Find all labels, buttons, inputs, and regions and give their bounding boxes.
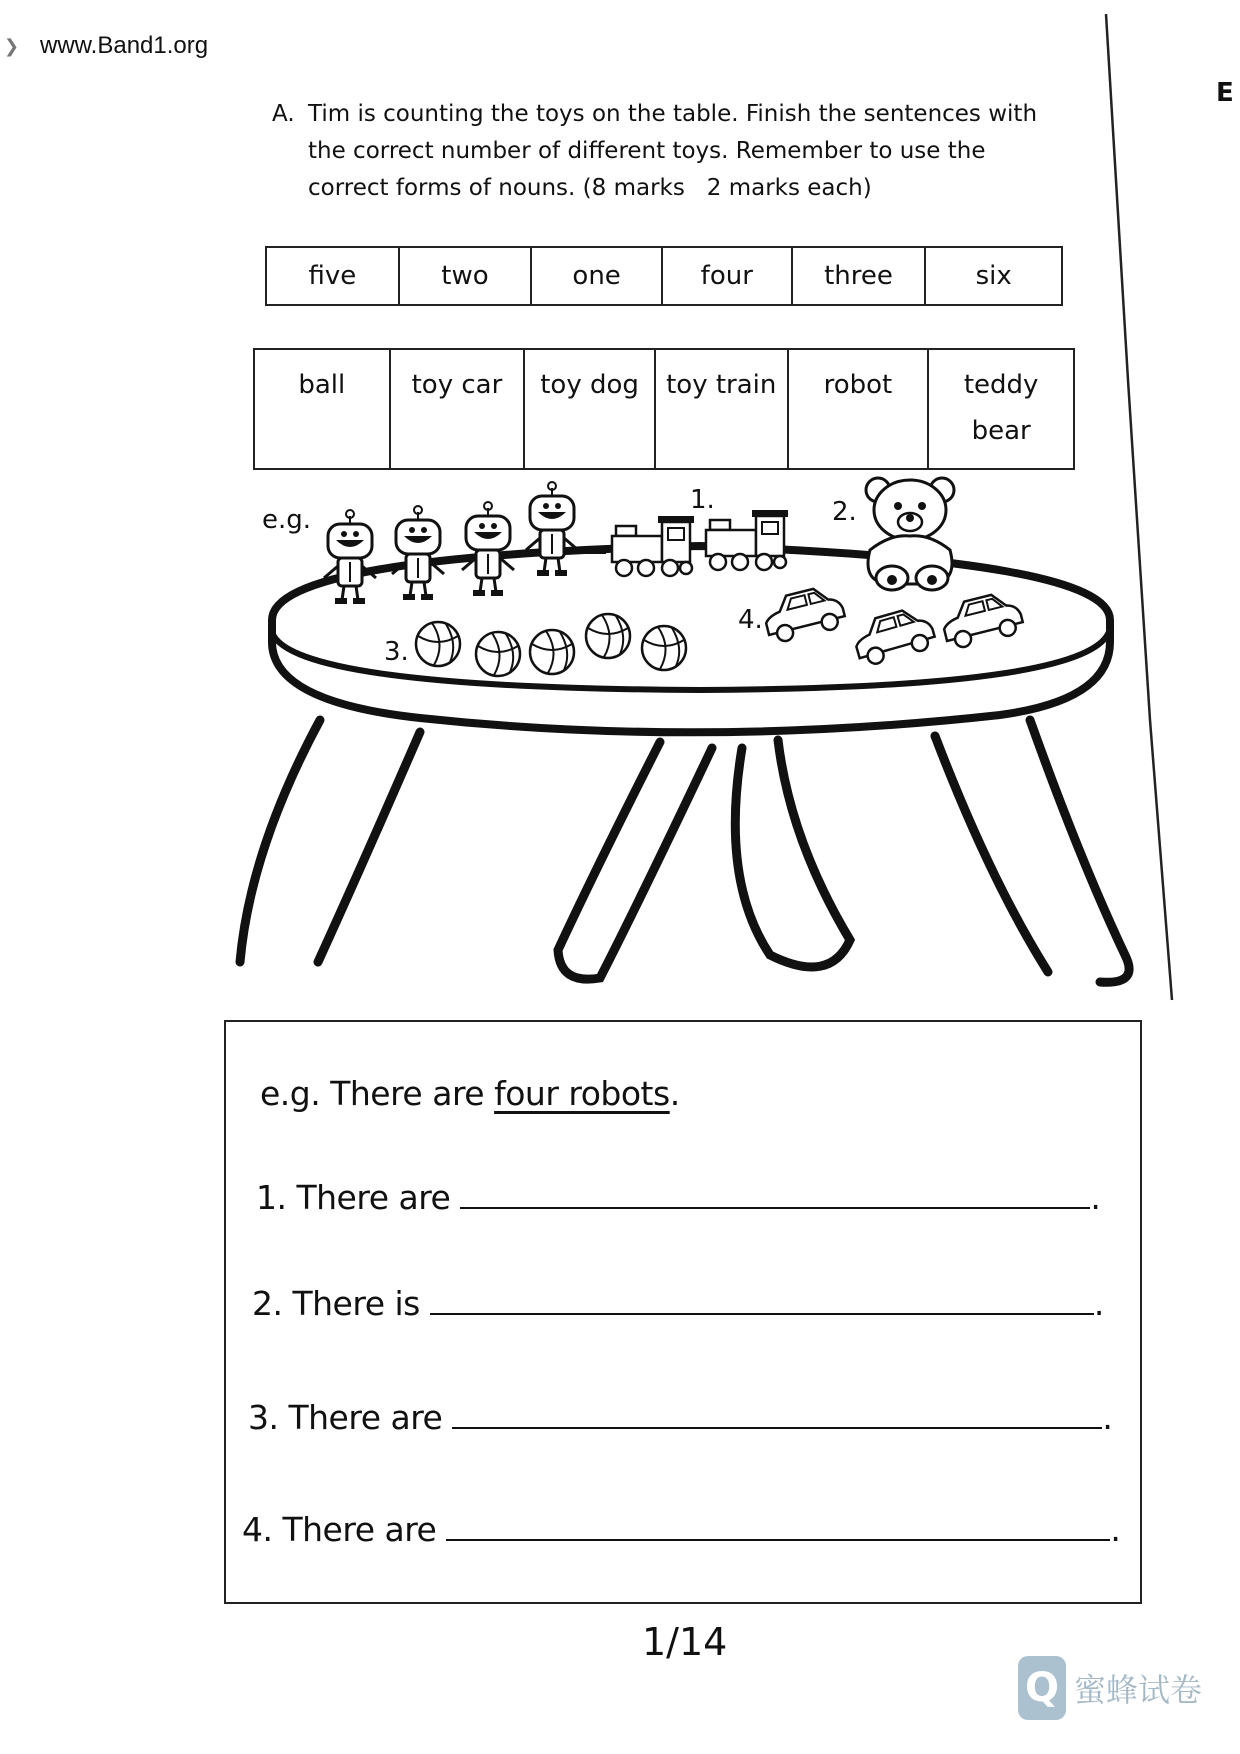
toy-word: toy car [390,349,525,469]
edge-letter: E [1216,78,1234,108]
sentence-1: 1. There are . [256,1178,1101,1217]
label-2: 2. [832,497,857,527]
example-answer: four robots [494,1074,670,1113]
watermark-logo-icon: Q [1018,1656,1066,1720]
ball-icon [642,626,686,670]
ball-icon [416,622,460,666]
label-eg: e.g. [262,505,312,535]
number-word: two [399,247,532,305]
question-letter: A. [272,101,295,127]
sentence-2: 2. There is . [252,1284,1104,1323]
answer-blank-2[interactable] [430,1285,1094,1315]
toy-word: toy train [655,349,788,469]
example-sentence: e.g. There are four robots. [260,1074,680,1113]
page-number: 1/14 [642,1620,728,1664]
answer-box [224,1020,1142,1604]
label-3: 3. [384,637,409,667]
site-url: www.Band1.org [40,32,209,59]
watermark [1018,1656,1202,1720]
instruction-line-3: correct forms of nouns. (8 marks 2 marks each) [308,175,872,201]
toy-train-icon [706,510,788,570]
answer-blank-1[interactable] [460,1179,1090,1209]
number-word: six [925,247,1062,305]
url-mark-icon: ❯ [4,36,20,57]
number-word: three [792,247,926,305]
toy-word: toy dog [524,349,655,469]
number-word: four [662,247,792,305]
ball-icon [586,614,630,658]
number-word: five [266,247,399,305]
instruction-line-1: Tim is counting the toys on the table. Finish the sentences with [308,101,1038,127]
answer-blank-3[interactable] [452,1399,1102,1429]
toy-word: teddy bear [928,349,1074,469]
label-4: 4. [738,605,763,635]
toy-train-icon [612,516,694,576]
table-legs [240,720,1129,982]
answer-blank-4[interactable] [446,1511,1110,1541]
toy-word: robot [788,349,929,469]
watermark-text: 蜜蜂试卷 [1074,1671,1203,1709]
toy-word: ball [254,349,390,469]
ball-icon [476,632,520,676]
ball-icon [530,630,574,674]
sentence-3: 3. There are . [248,1398,1113,1437]
instruction-line-2: the correct number of different toys. Remember to use the [308,138,986,164]
number-word: one [531,247,662,305]
label-1: 1. [690,485,715,515]
sentence-4: 4. There are . [242,1510,1121,1549]
teddy-bear-icon [866,478,954,590]
